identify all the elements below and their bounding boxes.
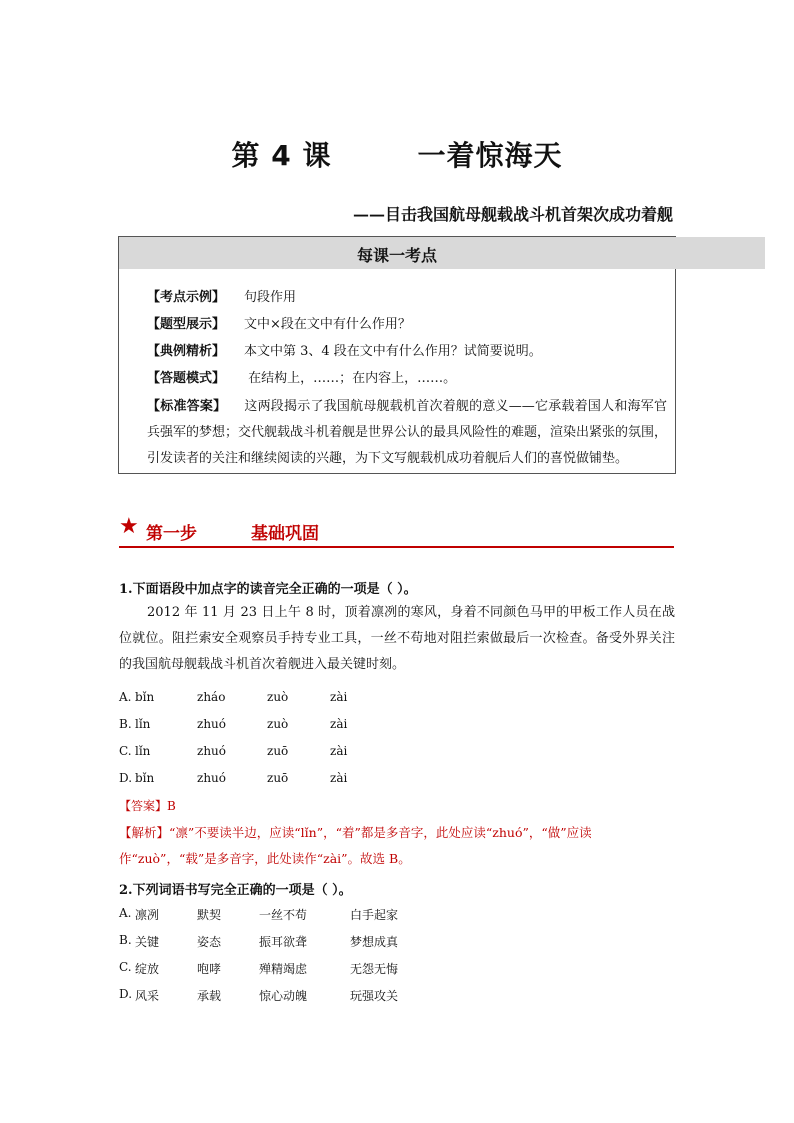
lesson-title: 第 4 课 一着惊海天 (231, 139, 563, 172)
kaodian-row-type (147, 313, 411, 332)
analysis-text: “凛”不要读半边，应读“lǐn”，“着”都是多音字，此处应读“zhuó”，“做”应读作“zuò”，“载”是多音字，此处读作“zài”。故选 B。 (119, 825, 592, 866)
option-word: 默契 (197, 908, 222, 922)
option-cell: zuō (267, 744, 289, 758)
star-icon: ★ (119, 514, 139, 539)
kaodian-header: 每课一考点 (356, 246, 437, 265)
option-cell: zhuó (197, 717, 227, 731)
option-letter: B. (119, 933, 132, 947)
question-1-stem: 1.下面语段中加点字的读音完全正确的一项是（ ）。 (119, 582, 417, 597)
step-heading (119, 516, 674, 548)
option-cell: zháo (197, 690, 226, 704)
option-word: 白手起家 (350, 908, 399, 922)
option-letter: A. (119, 690, 132, 704)
kaodian-row-text: 句段作用 (244, 290, 297, 305)
step-title: 基础巩固 (251, 524, 319, 544)
option-cell: bǐn (135, 690, 155, 704)
question-1-passage: 2012 年 11 月 23 日上午 8 时，顶着凛冽的寒风，身着不同颜色马甲的甲板工作人员在战位就位。阻拦索安全观察员手持专业工具，一丝不苟地对阻拦索做最后一次检查。备受外界关注的我国航母舰载战斗机首次着舰进入最关键时刻。 (119, 605, 675, 672)
option-word: 殚精竭虑 (259, 962, 308, 976)
option-word: 振耳欲聋 (259, 935, 308, 949)
kaodian-row-analysis (147, 340, 542, 359)
option-cell: lǐn (135, 717, 151, 731)
option-word: 梦想成真 (350, 935, 399, 949)
kaodian-standard-text: 这两段揭示了我国航母舰载机首次着舰的意义——它承载着国人和海军官兵强军的梦想；交代舰载战斗机着舰是世界公认的最具风险性的难题，渲染出紧张的氛围，引发读者的关注和继续阅读的兴趣，为下文写舰载机成功着舰后人们的喜悦做铺垫。 (147, 399, 668, 466)
option-cell: lǐn (135, 744, 151, 758)
option-word: 惊心动魄 (259, 989, 308, 1003)
kaodian-row-label: 【题型展示】 (147, 317, 226, 332)
option-letter: C. (119, 744, 132, 758)
option-letter: B. (119, 717, 132, 731)
option-letter: C. (119, 960, 132, 974)
kaodian-standard-label: 【标准答案】 (147, 399, 227, 414)
kaodian-row-text: 文中×段在文中有什么作用？ (244, 317, 411, 332)
option-cell: zài (330, 690, 348, 704)
option-word: 玩强攻关 (350, 989, 399, 1003)
option-cell: zhuó (197, 771, 227, 785)
option-word: 承载 (197, 989, 222, 1003)
question-1-answer (119, 797, 176, 814)
option-cell: zuō (267, 771, 289, 785)
kaodian-box (118, 236, 676, 474)
kaodian-row-text: 在结构上，……；在内容上，……。 (244, 371, 457, 386)
option-letter: D. (119, 771, 133, 785)
kaodian-row-label: 【答题模式】 (147, 371, 226, 386)
option-cell: zuò (267, 690, 289, 704)
option-word: 风采 (135, 989, 160, 1003)
option-letter: A. (119, 906, 132, 920)
answer-value: B (167, 799, 176, 813)
option-word: 凛冽 (135, 908, 160, 922)
option-cell: zài (330, 717, 348, 731)
answer-label: 【答案】 (119, 799, 168, 813)
kaodian-row-label: 【典例精析】 (147, 344, 226, 359)
option-cell: zài (330, 771, 348, 785)
kaodian-row-text: 本文中第 3、4 段在文中有什么作用？试简要说明。 (244, 344, 542, 359)
option-word: 无怨无悔 (350, 962, 399, 976)
option-cell: zhuó (197, 744, 227, 758)
option-cell: bǐn (135, 771, 155, 785)
option-word: 一丝不苟 (259, 908, 308, 922)
option-word: 关键 (135, 935, 160, 949)
kaodian-row-pattern (147, 367, 456, 386)
option-cell: zuò (267, 717, 289, 731)
question-1-analysis (119, 820, 675, 872)
kaodian-standard-answer (147, 394, 667, 472)
kaodian-row-label: 【考点示例】 (147, 290, 226, 305)
question-2-stem: 2.下列词语书写完全正确的一项是（ ）。 (119, 883, 352, 898)
option-word: 咆哮 (197, 962, 222, 976)
option-cell: zài (330, 744, 348, 758)
kaodian-row-example (147, 286, 296, 305)
option-letter: D. (119, 987, 133, 1001)
lesson-subtitle: ——目击我国航母舰载战斗机首架次成功着舰 (352, 205, 673, 224)
analysis-label: 【解析】 (119, 825, 170, 840)
step-label: 第一步 (146, 524, 197, 544)
option-word: 姿态 (197, 935, 222, 949)
option-word: 绽放 (135, 962, 160, 976)
